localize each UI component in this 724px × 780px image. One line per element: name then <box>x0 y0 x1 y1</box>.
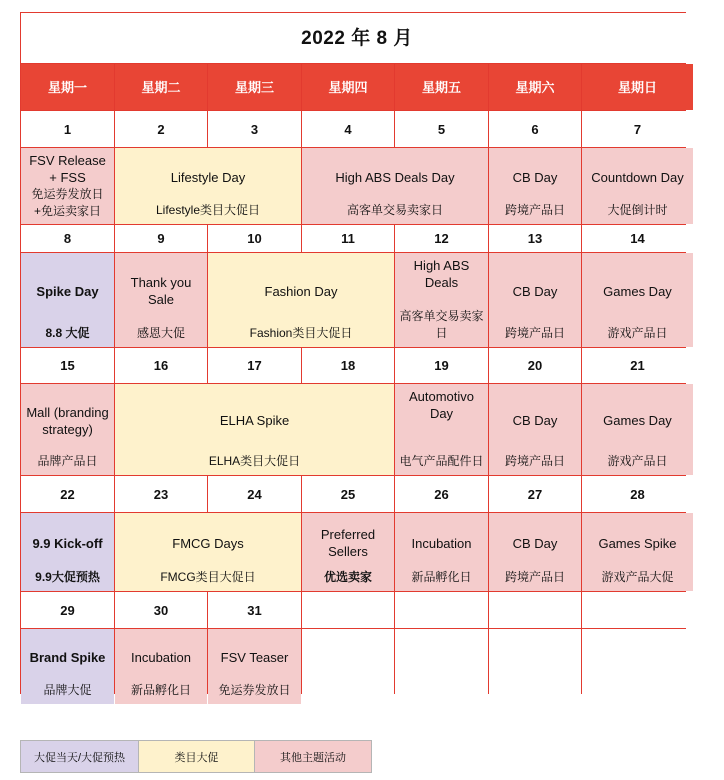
event-cell <box>395 513 488 591</box>
event-name: Preferred Sellers <box>320 527 376 559</box>
date-cell: 22 <box>21 476 114 512</box>
date-cell: 30 <box>115 592 207 628</box>
empty-cell <box>395 629 488 704</box>
event-subtitle: 优选卖家 <box>323 570 372 584</box>
weekday-tue: 星期二 <box>115 64 207 110</box>
event-cell <box>395 384 488 475</box>
event-cell <box>395 253 488 347</box>
event-name: Incubation <box>131 650 191 665</box>
event-cell <box>115 629 207 704</box>
empty-cell <box>489 629 581 704</box>
weekday-wed: 星期三 <box>208 64 301 110</box>
date-cell: 25 <box>302 476 394 512</box>
event-subtitle: 高客单交易卖家日 <box>399 309 484 340</box>
weekday-thu: 星期四 <box>302 64 394 110</box>
event-cell <box>21 513 114 591</box>
event-cell <box>489 513 581 591</box>
calendar-title: 2022 年 8 月 <box>21 13 693 63</box>
date-cell: 2 <box>115 111 207 147</box>
weekday-sun: 星期日 <box>582 64 693 110</box>
event-name: CB Day <box>512 413 558 428</box>
event-name: Automotivo Day <box>408 389 475 421</box>
event-name: Fashion Day <box>264 283 338 299</box>
date-cell: 15 <box>21 348 114 383</box>
event-subtitle: 跨境产品日 <box>504 570 565 584</box>
event-name: Games Spike <box>598 535 677 551</box>
date-cell: 18 <box>302 348 394 383</box>
weekday-sat: 星期六 <box>489 64 581 110</box>
date-cell: 12 <box>395 225 488 252</box>
event-subtitle: ELHA类目大促日 <box>208 454 301 468</box>
event-name: Spike Day <box>36 283 99 299</box>
event-subtitle: 9.9大促预热 <box>35 570 100 584</box>
event-name: CB Day <box>512 535 558 551</box>
event-subtitle: 大促倒计时 <box>607 203 668 217</box>
event-subtitle: 品牌大促 <box>43 683 92 697</box>
event-subtitle: 高客单交易卖家日 <box>346 203 443 217</box>
event-cell <box>115 384 394 475</box>
event-subtitle: FMCG类目大促日 <box>160 570 256 584</box>
event-name: Thank you Sale <box>130 275 192 307</box>
date-cell: 5 <box>395 111 488 147</box>
date-cell: 10 <box>208 225 301 252</box>
event-name: Brand Spike <box>29 650 106 665</box>
color-legend <box>20 740 372 773</box>
event-name: Lifestyle Day <box>170 169 246 185</box>
event-cell <box>208 253 394 347</box>
event-name: High ABS Deals <box>413 258 470 290</box>
date-cell: 4 <box>302 111 394 147</box>
event-subtitle: 跨境产品日 <box>504 203 565 217</box>
event-subtitle: 新品孵化日 <box>130 683 191 697</box>
event-name: ELHA Spike <box>219 413 290 428</box>
date-cell: 23 <box>115 476 207 512</box>
event-subtitle: 游戏产品大促 <box>601 570 674 584</box>
event-subtitle: 游戏产品日 <box>607 454 668 468</box>
date-cell: 6 <box>489 111 581 147</box>
weekday-mon: 星期一 <box>21 64 114 110</box>
date-cell: 9 <box>115 225 207 252</box>
event-cell <box>21 384 114 475</box>
date-cell: 7 <box>582 111 693 147</box>
event-subtitle: 感恩大促 <box>136 326 185 340</box>
event-cell <box>21 253 114 347</box>
date-cell: 27 <box>489 476 581 512</box>
event-name: High ABS Deals Day <box>335 169 455 185</box>
date-cell: 14 <box>582 225 693 252</box>
event-name: FMCG Days <box>172 535 244 551</box>
date-cell <box>302 592 394 628</box>
event-cell <box>489 253 581 347</box>
event-cell <box>302 513 394 591</box>
event-cell <box>208 629 301 704</box>
event-name: Countdown Day <box>591 169 684 185</box>
date-cell <box>489 592 581 628</box>
event-name: Mall (branding strategy) <box>26 404 109 437</box>
date-cell: 21 <box>582 348 693 383</box>
event-cell <box>582 148 693 224</box>
event-subtitle: 品牌产品日 <box>37 454 98 468</box>
date-cell: 13 <box>489 225 581 252</box>
legend-item-spike: 大促当天/大促预热 <box>21 741 139 772</box>
event-cell <box>582 513 693 591</box>
event-cell <box>302 148 488 224</box>
event-subtitle: Fashion类目大促日 <box>249 326 353 340</box>
event-cell <box>582 384 693 475</box>
event-name: FSV Release + FSS <box>29 153 106 185</box>
date-cell: 20 <box>489 348 581 383</box>
event-subtitle: 游戏产品日 <box>607 326 668 340</box>
date-cell: 11 <box>302 225 394 252</box>
event-cell <box>21 148 114 224</box>
date-cell: 31 <box>208 592 301 628</box>
event-cell <box>115 253 207 347</box>
event-subtitle: 8.8 大促 <box>45 326 90 340</box>
date-cell: 17 <box>208 348 301 383</box>
event-subtitle: 电气产品配件日 <box>399 454 484 468</box>
event-name: FSV Teaser <box>220 650 289 665</box>
event-cell <box>489 384 581 475</box>
event-subtitle: 免运券发放日+免运卖家日 <box>31 187 104 218</box>
date-cell <box>395 592 488 628</box>
weekday-fri: 星期五 <box>395 64 488 110</box>
empty-cell <box>302 629 394 704</box>
event-name: Games Day <box>603 413 672 428</box>
empty-cell <box>582 629 693 704</box>
date-cell: 26 <box>395 476 488 512</box>
date-cell: 29 <box>21 592 114 628</box>
event-name: Incubation <box>411 535 472 551</box>
legend-item-category: 类目大促 <box>139 741 255 772</box>
event-subtitle: 跨境产品日 <box>504 454 565 468</box>
date-cell: 28 <box>582 476 693 512</box>
date-cell: 1 <box>21 111 114 147</box>
date-cell: 24 <box>208 476 301 512</box>
date-cell: 8 <box>21 225 114 252</box>
event-cell <box>582 253 693 347</box>
august-2022-calendar <box>20 12 686 697</box>
date-cell <box>582 592 693 628</box>
date-cell: 16 <box>115 348 207 383</box>
event-cell <box>115 513 301 591</box>
event-name: Games Day <box>603 283 672 299</box>
event-name: CB Day <box>512 169 558 185</box>
event-name: 9.9 Kick-off <box>32 535 103 551</box>
event-subtitle: Lifestyle类目大促日 <box>155 203 261 217</box>
legend-item-other: 其他主题活动 <box>255 741 371 772</box>
event-cell <box>21 629 114 704</box>
event-cell <box>115 148 301 224</box>
date-cell: 3 <box>208 111 301 147</box>
event-name: CB Day <box>512 283 558 299</box>
event-subtitle: 新品孵化日 <box>411 570 472 584</box>
event-subtitle: 跨境产品日 <box>504 326 565 340</box>
event-cell <box>489 148 581 224</box>
event-subtitle: 免运券发放日 <box>218 683 291 697</box>
date-cell: 19 <box>395 348 488 383</box>
